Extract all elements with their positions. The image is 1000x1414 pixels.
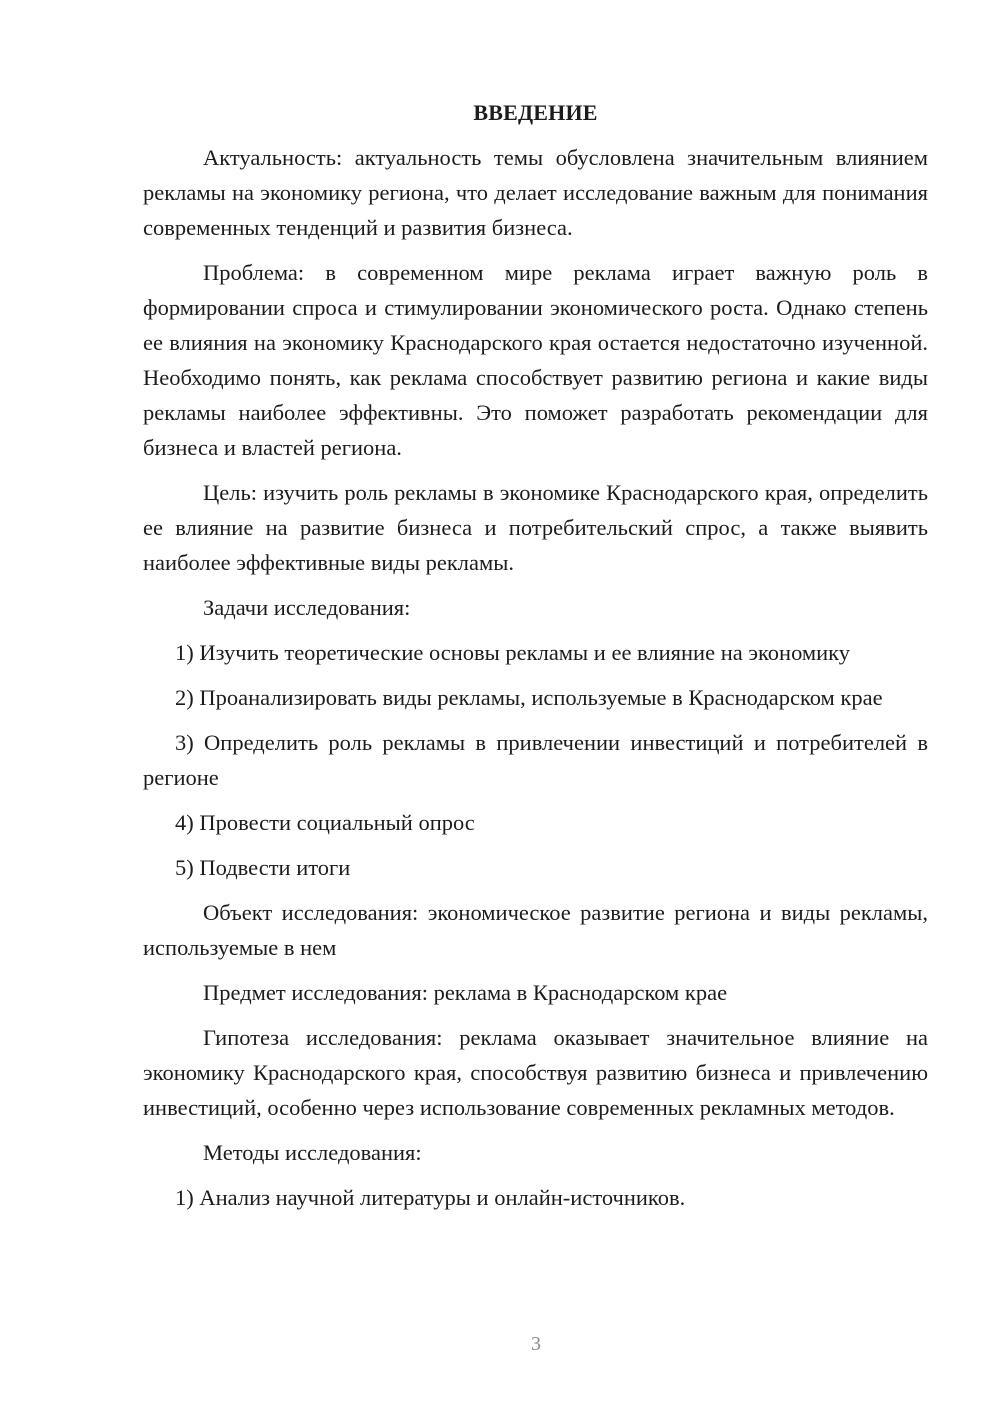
task-item-2: 2) Проанализировать виды рекламы, используемые в Краснодарском крае bbox=[175, 685, 883, 710]
paragraph-subject: Предмет исследования: реклама в Краснодарском крае bbox=[203, 980, 728, 1005]
methods-heading: Методы исследования: bbox=[203, 1140, 422, 1165]
task-item-4: 4) Провести социальный опрос bbox=[175, 810, 475, 835]
paragraph-relevance: Актуальность: актуальность темы обусловлена значительным влиянием рекламы на экономику региона, что делает исследование важным для понимания современных тенденций и развития бизнеса. bbox=[143, 145, 928, 240]
paragraph-hypothesis: Гипотеза исследования: реклама оказывает значительное влияние на экономику Краснодарского края, способствуя развитию бизнеса и привлечению инвестиций, особенно через использование современных рекламных методов. bbox=[143, 1025, 928, 1120]
task-item-3: 3) Определить роль рекламы в привлечении инвестиций и потребителей в регионе bbox=[143, 730, 928, 790]
page-title: ВВЕДЕНИЕ bbox=[473, 100, 598, 125]
tasks-heading: Задачи исследования: bbox=[203, 595, 411, 620]
task-item-1: 1) Изучить теоретические основы рекламы и ее влияние на экономику bbox=[175, 640, 851, 665]
task-item-5: 5) Подвести итоги bbox=[175, 855, 351, 880]
paragraph-problem: Проблема: в современном мире реклама играет важную роль в формировании спроса и стимулировании экономического роста. Однако степень ее влияния на экономику Краснодарского края остается недостаточно изученной. Необходимо понять, как реклама способствует развитию региона и какие виды рекламы наиболее эффективны. Это поможет разработать рекомендации для бизнеса и властей региона. bbox=[143, 260, 928, 460]
page-number: 3 bbox=[531, 1333, 541, 1355]
page-content bbox=[143, 95, 928, 1225]
paragraph-object: Объект исследования: экономическое развитие региона и виды рекламы, используемые в нем bbox=[143, 900, 928, 960]
method-item-1: 1) Анализ научной литературы и онлайн-источников. bbox=[175, 1185, 686, 1210]
paragraph-goal: Цель: изучить роль рекламы в экономике Краснодарского края, определить ее влияние на развитие бизнеса и потребительский спрос, а также выявить наиболее эффективные виды рекламы. bbox=[143, 480, 928, 575]
